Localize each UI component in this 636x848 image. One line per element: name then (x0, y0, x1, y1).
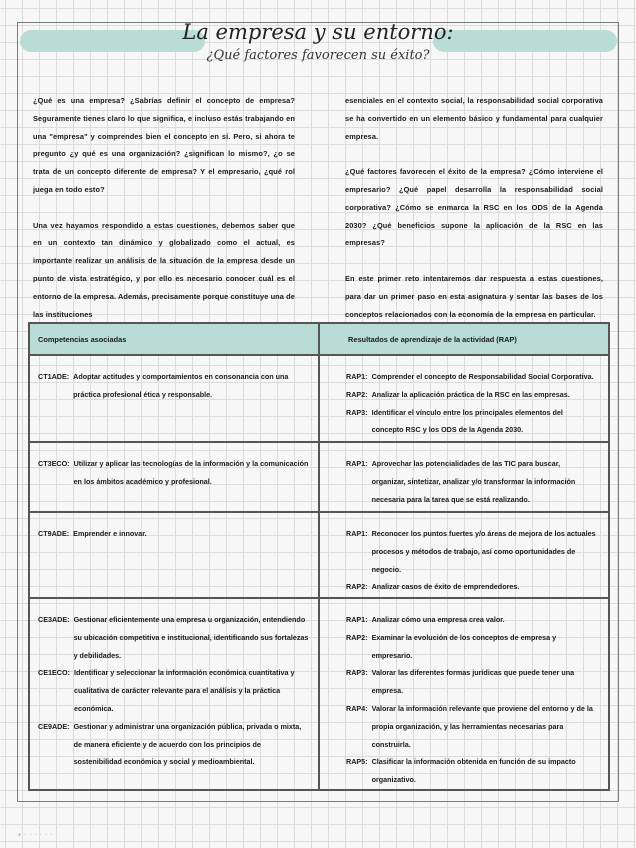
list-item (38, 718, 310, 771)
item-text: Comprender el concepto de Responsabilidad Social Corporativa. (371, 372, 594, 381)
competency-cell (29, 355, 319, 442)
item-text: Valorar la información relevante que proviene del entorno y de la propia organización, y las herramientas necesarias para construirla. (371, 703, 593, 749)
list-item (346, 611, 596, 629)
item-text: Valorar las diferentes formas jurídicas que puede tener una empresa. (371, 668, 575, 696)
list-item (346, 386, 596, 404)
table-row (29, 355, 609, 442)
intro-right-column (345, 92, 603, 341)
result-cell (319, 598, 609, 790)
item-code: RAP2: (346, 582, 368, 592)
list-item (346, 700, 596, 753)
intro-paragraph: ¿Qué es una empresa? ¿Sabrías definir el concepto de empresa? Seguramente tienes claro lo que significa, e incluso estás trabajando en una "empresa" y comprendes bien el concepto en sí. Pero, si ahora te pregunto ¿y qué es una organización? ¿significan lo mismo?, ¿o se trata de un concepto diferente de empresa? Y el empresario, ¿qué rol juega en todo esto? (33, 96, 295, 194)
item-text: Gestionar y administrar una organización pública, privada o mixta, de manera eficiente y de acuerdo con los principios de sostenibilidad económica y social y medioambiental. (73, 721, 302, 767)
list-item (38, 611, 310, 664)
competencies-list (30, 513, 318, 543)
competency-cell (29, 598, 319, 790)
header-resultados: Resultados de aprendizaje de la actividad (RAP) (319, 323, 609, 355)
result-cell (319, 512, 609, 598)
item-code: RAP3: (346, 668, 368, 678)
item-code: RAP1: (346, 372, 368, 381)
item-code: CE9ADE: (38, 721, 70, 731)
item-code: RAP1: (346, 615, 368, 624)
list-item (346, 404, 596, 440)
list-item (346, 753, 596, 789)
table-row (29, 598, 609, 790)
list-item (346, 629, 596, 665)
item-code: CE3ADE: (38, 615, 70, 624)
item-text: Utilizar y aplicar las tecnologías de la información y la comunicación en los ámbitos académico y profesional. (73, 459, 309, 486)
item-text: Adoptar actitudes y comportamientos en consonancia con una práctica profesional ética y responsable. (73, 372, 289, 399)
list-item (346, 525, 596, 578)
item-code: RAP1: (346, 529, 368, 538)
item-text: Clasificar la información obtenida en función de su impacto organizativo. (371, 757, 576, 785)
intro-paragraph: ¿Qué factores favorecen el éxito de la empresa? ¿Cómo interviene el empresario? ¿Qué papel desarrolla la responsabilidad social corporativa? ¿Cómo se enmarca la RSC en los ODS de la Agenda 2030? ¿Qué beneficios supone la aplicación de la RSC en las empresas? (345, 167, 603, 248)
table-row (29, 512, 609, 598)
competency-cell (29, 512, 319, 598)
item-text: Aprovechar las potencialidades de las TIC para buscar, organizar, sintetizar, analizar y/o transformar la información necesaria para la tarea que se está realizando. (371, 459, 576, 504)
item-code: RAP5: (346, 757, 368, 767)
list-item (346, 455, 596, 508)
item-text: Identificar y seleccionar la información económica cuantitativa y cualitativa de carácter relevante para el análisis y la práctica económica. (73, 668, 295, 713)
item-code: RAP4: (346, 703, 368, 713)
competencies-list (30, 443, 318, 491)
list-item (346, 664, 596, 700)
item-text: Analizar casos de éxito de emprendedores. (371, 582, 520, 592)
intro-left-column (33, 92, 295, 341)
item-text: Identificar el vínculo entre los principales elementos del concepto RSC y los ODS de la Agenda 2030. (371, 407, 563, 435)
item-code: RAP1: (346, 459, 368, 468)
competencies-table (28, 322, 610, 791)
list-item (38, 525, 310, 543)
item-code: RAP2: (346, 632, 368, 642)
item-text: Analizar cómo una empresa crea valor. (371, 615, 505, 624)
item-code: CE1ECO: (38, 668, 70, 678)
competencies-list (30, 356, 318, 404)
item-text: Gestionar eficientemente una empresa u organización, entendiendo su ubicación competitiva e institucional, identificando sus fortalezas y debilidades. (73, 615, 309, 660)
result-cell (319, 355, 609, 442)
competencies-list (30, 599, 318, 771)
item-text: Reconocer los puntos fuertes y/o áreas de mejora de los actuales procesos y métodos de trabajo, así como oportunidades de negocio. (371, 529, 596, 574)
results-list (320, 356, 608, 439)
list-item (38, 455, 310, 491)
intro-paragraph: Una vez hayamos respondido a estas cuestiones, debemos saber que en un contexto tan dinámico y globalizado como el actual, es importante realizar un análisis de la situación de la empresa desde un punto de vista estratégico, y por ello es necesario conocer cuál es el entorno de la empresa. Además, precisamente porque constituye una de las instituciones (33, 220, 295, 319)
competency-cell (29, 442, 319, 512)
item-text: Analizar la aplicación práctica de la RSC en las empresas. (371, 389, 570, 399)
item-code: CT1ADE: (38, 372, 70, 381)
item-code: CT9ADE: (38, 529, 70, 538)
page-title: La empresa y su entorno: (182, 20, 454, 44)
list-item (346, 578, 596, 596)
results-list (320, 443, 608, 508)
item-text: Examinar la evolución de los conceptos de empresa y empresario. (371, 632, 557, 660)
item-code: RAP3: (346, 407, 368, 417)
header-competencias: Competencias asociadas (29, 323, 319, 355)
result-cell (319, 442, 609, 512)
page-subtitle: ¿Qué factores favorecen su éxito? (206, 48, 430, 63)
item-code: CT3ECO: (38, 459, 70, 468)
footer-mark: ● ▫ ▫ ▫ ▫ ▫ ▫ (18, 832, 53, 838)
list-item (38, 664, 310, 717)
intro-paragraph: En este primer reto intentaremos dar respuesta a estas cuestiones, para dar un primer paso en esta asignatura y sentar las bases de los conceptos relacionados con la economía de la empresa en particular. (345, 273, 603, 319)
item-text: Emprender e innovar. (73, 529, 147, 538)
item-code: RAP2: (346, 389, 368, 399)
list-item (346, 368, 596, 386)
results-list (320, 599, 608, 789)
intro-paragraph: esenciales en el contexto social, la responsabilidad social corporativa se ha convertido en un elemento básico y fundamental para cualquier empresa. (345, 96, 603, 141)
results-list (320, 513, 608, 596)
list-item (38, 368, 310, 404)
table-row (29, 442, 609, 512)
